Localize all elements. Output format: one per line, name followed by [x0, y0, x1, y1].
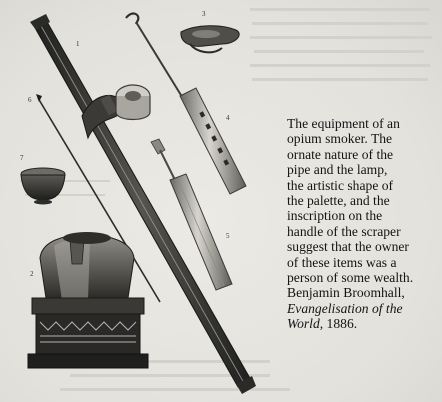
- label-pipe: 1: [76, 40, 80, 48]
- caption-line: inscription on the: [287, 208, 383, 224]
- caption-line: pipe and the lamp,: [287, 162, 388, 178]
- caption-line: the palette, and the: [287, 193, 390, 209]
- opium-lamp: [28, 232, 148, 368]
- caption-line: suggest that the owner: [287, 239, 409, 255]
- caption-line: ornate nature of the: [287, 146, 394, 162]
- label-needle: 6: [28, 96, 32, 104]
- palette: [181, 26, 239, 53]
- source-title: Evangelisation of the: [287, 300, 403, 316]
- caption-line: Benjamin Broomhall,: [287, 285, 405, 301]
- label-lamp: 2: [30, 270, 34, 278]
- caption-source-title: [287, 301, 441, 316]
- caption-line: the artistic shape of: [287, 177, 394, 193]
- tea-cup: [21, 168, 65, 205]
- source-title-2: World: [287, 316, 320, 332]
- caption-source-line: [287, 316, 441, 331]
- figure-caption: [287, 116, 441, 332]
- caption-line: handle of the scraper: [287, 223, 401, 239]
- caption-line: person of some wealth.: [287, 270, 414, 286]
- source-year: , 1886.: [319, 316, 358, 332]
- label-needle-tool: 5: [226, 232, 230, 240]
- label-cup: 7: [20, 154, 24, 162]
- label-palette: 3: [202, 10, 206, 18]
- caption-line: of these items was a: [287, 254, 397, 270]
- caption-line: The equipment of an: [287, 116, 400, 131]
- label-scraper: 4: [226, 114, 230, 122]
- caption-line: opium smoker. The: [287, 131, 393, 147]
